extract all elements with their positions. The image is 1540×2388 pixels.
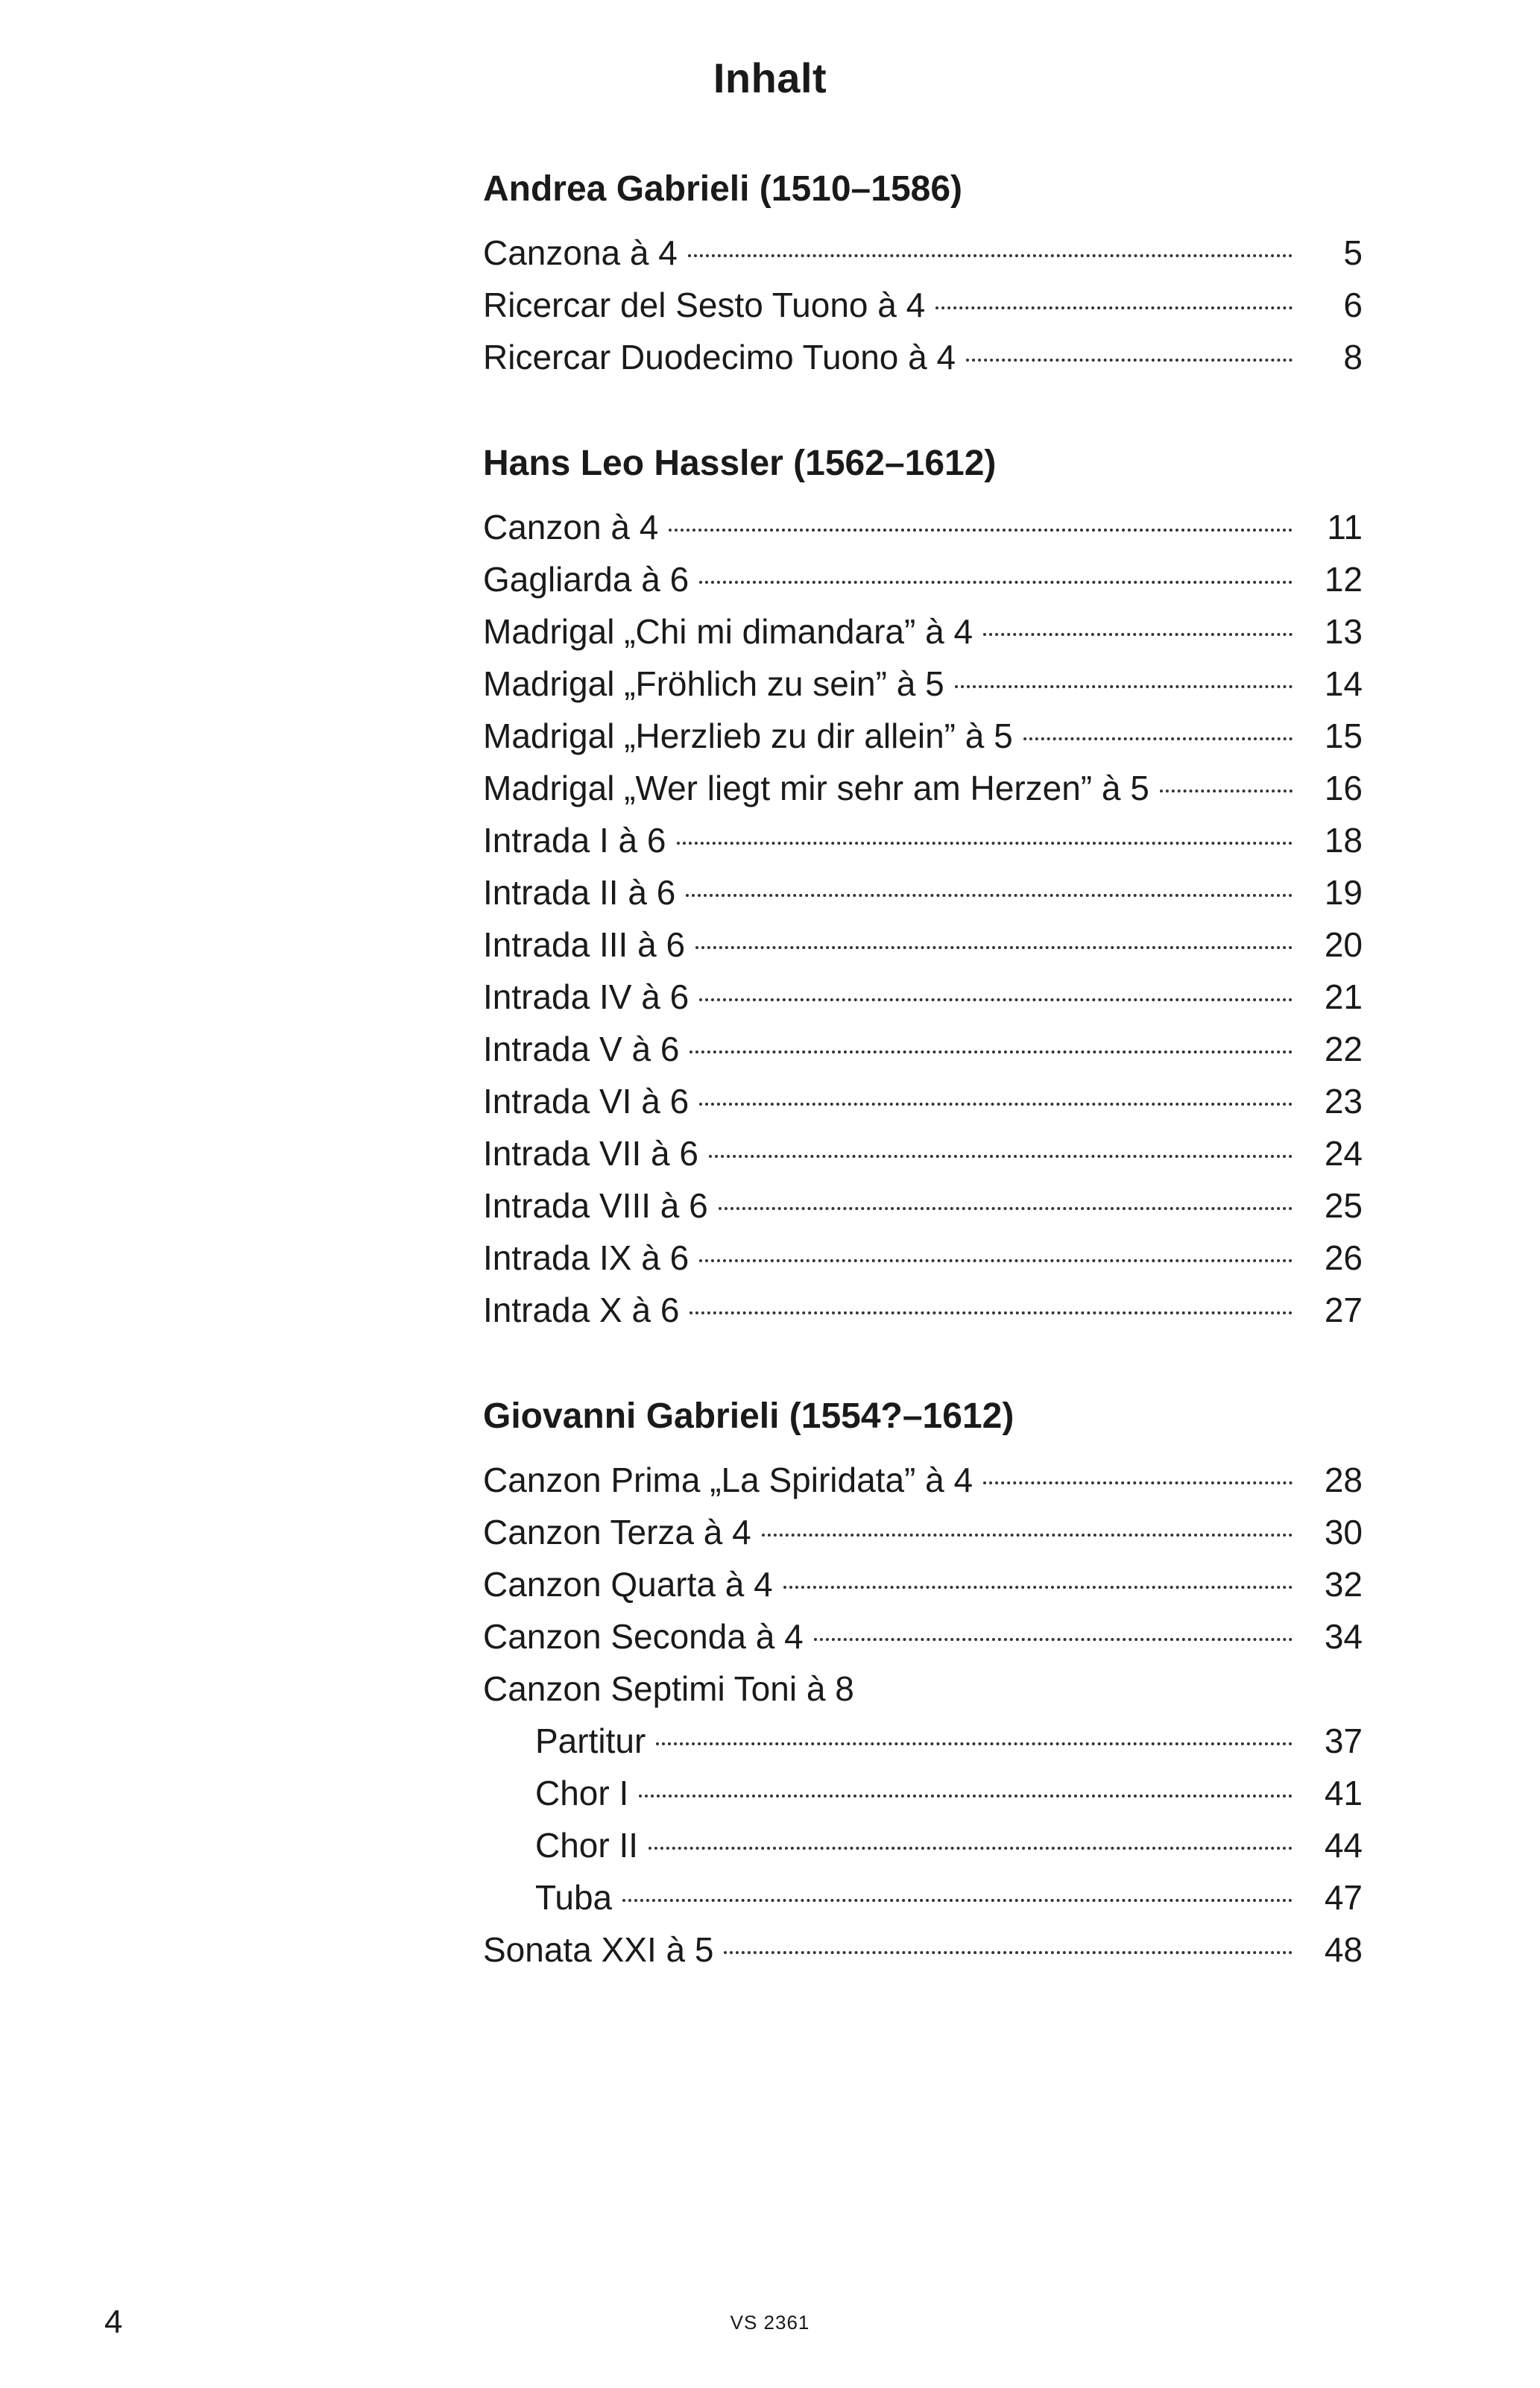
toc-entry <box>483 605 1363 658</box>
toc-entry <box>483 1715 1363 1767</box>
entry-page-number: 18 <box>1324 821 1363 860</box>
entry-title: Chor II <box>535 1826 639 1865</box>
entry-title: Intrada X à 6 <box>483 1291 680 1329</box>
toc-section <box>483 1390 1363 1976</box>
entry-page-number: 44 <box>1324 1826 1363 1865</box>
entry-page-number: 25 <box>1324 1186 1363 1225</box>
dot-leader <box>1023 737 1293 740</box>
entry-page-number: 22 <box>1324 1030 1363 1068</box>
toc-section <box>483 163 1363 383</box>
entry-page-number: 32 <box>1324 1565 1363 1604</box>
toc-entry <box>483 710 1363 762</box>
dot-leader <box>1160 790 1293 793</box>
dot-leader <box>762 1534 1293 1537</box>
dot-leader <box>677 842 1293 845</box>
entry-title: Canzon Prima „La Spiridata” à 4 <box>483 1461 973 1499</box>
entry-page-number: 30 <box>1324 1513 1363 1551</box>
dot-leader <box>966 359 1293 362</box>
entry-page-number: 34 <box>1324 1617 1363 1656</box>
entry-page-number: 26 <box>1324 1238 1363 1277</box>
toc-entry <box>483 919 1363 971</box>
toc-entry <box>483 1232 1363 1284</box>
entry-page-number: 27 <box>1324 1291 1363 1329</box>
entry-page-number: 41 <box>1324 1774 1363 1812</box>
dot-leader <box>783 1586 1293 1589</box>
dot-leader <box>639 1795 1293 1798</box>
entry-title: Madrigal „Wer liegt mir sehr am Herzen” à 5 <box>483 769 1149 807</box>
toc-entry <box>483 658 1363 710</box>
toc-entry <box>483 1075 1363 1127</box>
entry-title: Intrada VI à 6 <box>483 1082 689 1121</box>
entry-page-number: 24 <box>1324 1134 1363 1173</box>
toc-entry <box>483 1663 1363 1715</box>
entry-page-number: 8 <box>1343 338 1363 377</box>
entry-page-number: 20 <box>1324 925 1363 964</box>
entry-page-number: 21 <box>1324 977 1363 1016</box>
toc-entry <box>483 1610 1363 1663</box>
toc-entry <box>483 1127 1363 1179</box>
entry-page-number: 5 <box>1343 233 1363 272</box>
entry-title: Canzon Quarta à 4 <box>483 1565 773 1604</box>
entry-title: Canzon Septimi Toni à 8 <box>483 1669 854 1708</box>
dot-leader <box>648 1847 1293 1850</box>
entry-title: Intrada VII à 6 <box>483 1134 698 1173</box>
toc-entry <box>483 971 1363 1023</box>
entry-title: Canzon Seconda à 4 <box>483 1617 804 1656</box>
entry-title: Partitur <box>535 1721 646 1760</box>
entry-title: Canzon à 4 <box>483 508 659 546</box>
dot-leader <box>699 1103 1293 1106</box>
entry-title: Canzon Terza à 4 <box>483 1513 751 1551</box>
entry-title: Ricercar Duodecimo Tuono à 4 <box>483 338 956 377</box>
dot-leader <box>983 633 1293 636</box>
entry-title: Gagliarda à 6 <box>483 560 689 599</box>
table-of-contents <box>483 163 1363 2029</box>
toc-entry <box>483 1179 1363 1232</box>
dot-leader <box>689 1050 1293 1053</box>
entry-page-number: 23 <box>1324 1082 1363 1121</box>
toc-entry <box>483 1023 1363 1075</box>
toc-entry <box>483 1767 1363 1819</box>
entry-page-number: 47 <box>1324 1878 1363 1917</box>
toc-entry <box>483 501 1363 553</box>
dot-leader <box>688 254 1293 257</box>
entry-page-number: 48 <box>1324 1930 1363 1969</box>
entry-title: Madrigal „Herzlieb zu dir allein” à 5 <box>483 716 1013 755</box>
entry-title: Ricercar del Sesto Tuono à 4 <box>483 286 926 324</box>
catalog-code: VS 2361 <box>730 2311 810 2334</box>
entry-title: Tuba <box>535 1878 613 1917</box>
entry-page-number: 16 <box>1324 769 1363 807</box>
toc-entry <box>483 814 1363 866</box>
toc-entry <box>483 227 1363 279</box>
dot-leader <box>695 946 1293 949</box>
dot-leader <box>955 685 1293 688</box>
composer-heading: Andrea Gabrieli (1510–1586) <box>483 169 963 209</box>
toc-entry <box>483 1871 1363 1924</box>
entry-title: Intrada VIII à 6 <box>483 1186 708 1225</box>
dot-leader <box>689 1311 1293 1314</box>
dot-leader <box>669 529 1293 532</box>
entry-title: Sonata XXI à 5 <box>483 1930 714 1969</box>
entry-page-number: 28 <box>1324 1461 1363 1499</box>
toc-entry <box>483 1506 1363 1558</box>
dot-leader <box>983 1481 1293 1484</box>
composer-heading: Hans Leo Hassler (1562–1612) <box>483 444 997 483</box>
dot-leader <box>699 581 1293 584</box>
page-number: 4 <box>104 2304 123 2340</box>
entry-title: Chor I <box>535 1774 629 1812</box>
entry-page-number: 6 <box>1343 286 1363 324</box>
dot-leader <box>935 306 1293 309</box>
toc-entry <box>483 1454 1363 1506</box>
entry-page-number: 12 <box>1324 560 1363 599</box>
entry-page-number: 13 <box>1324 612 1363 651</box>
page-title: Inhalt <box>713 54 827 101</box>
entry-title: Madrigal „Fröhlich zu sein” à 5 <box>483 664 944 703</box>
entry-page-number: 37 <box>1324 1721 1363 1760</box>
dot-leader <box>656 1742 1293 1745</box>
entry-page-number: 11 <box>1327 508 1363 546</box>
entry-title: Intrada IX à 6 <box>483 1238 689 1277</box>
dot-leader <box>686 894 1293 897</box>
toc-entry <box>483 1819 1363 1871</box>
toc-entry <box>483 553 1363 605</box>
entry-page-number: 19 <box>1324 873 1363 912</box>
dot-leader <box>622 1899 1293 1902</box>
entry-title: Intrada V à 6 <box>483 1030 680 1068</box>
entry-title: Intrada IV à 6 <box>483 977 689 1016</box>
toc-entry <box>483 331 1363 383</box>
toc-entry <box>483 866 1363 919</box>
entry-page-number: 14 <box>1324 664 1363 703</box>
dot-leader <box>724 1951 1293 1954</box>
entry-title: Intrada III à 6 <box>483 925 686 964</box>
toc-entry <box>483 1558 1363 1610</box>
entry-page-number: 15 <box>1324 716 1363 755</box>
entry-title: Canzona à 4 <box>483 233 678 272</box>
dot-leader <box>709 1155 1293 1158</box>
dot-leader <box>699 1259 1293 1262</box>
toc-entry <box>483 1924 1363 1976</box>
entry-title: Madrigal „Chi mi dimandara” à 4 <box>483 612 973 651</box>
dot-leader <box>814 1638 1293 1641</box>
composer-heading: Giovanni Gabrieli (1554?–1612) <box>483 1396 1014 1436</box>
dot-leader <box>719 1207 1293 1210</box>
toc-entry <box>483 762 1363 814</box>
toc-section <box>483 437 1363 1336</box>
entry-title: Intrada II à 6 <box>483 873 676 912</box>
toc-entry <box>483 1284 1363 1336</box>
toc-entry <box>483 279 1363 331</box>
dot-leader <box>699 998 1293 1001</box>
entry-title: Intrada I à 6 <box>483 821 666 860</box>
